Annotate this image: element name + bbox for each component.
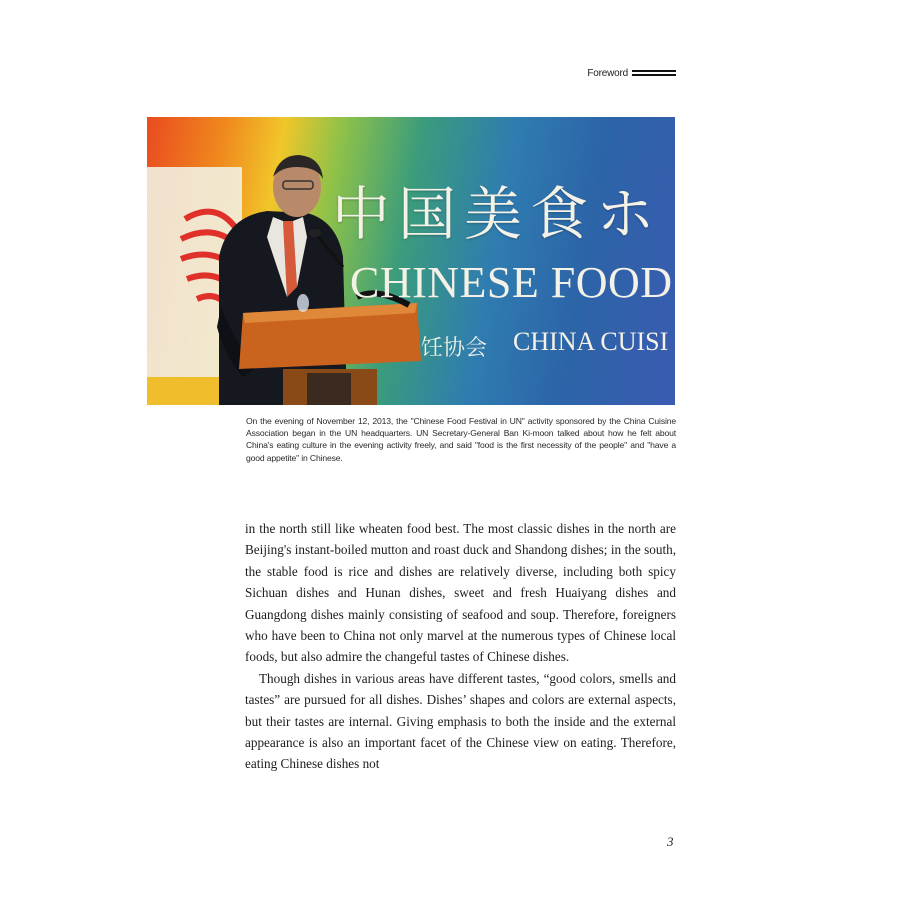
banner-sub-english: CHINA CUISI (513, 327, 669, 356)
page-number: 3 (667, 834, 674, 849)
banner-sub-chinese: 饪协会 (421, 336, 488, 361)
banner-chinese-title: 中国美食ホ (332, 180, 663, 248)
body-text (245, 518, 676, 775)
paragraph: in the north still like wheaten food best. The most classic dishes in the north are Beijing's instant-boiled mutton and roast duck and Shandong dishes; in the south, the stable food is rice and dishes are relatively diverse, including both spicy Sichuan dishes and Hunan dishes, sweet and fresh Huaiyang dishes and Guangdong dishes mainly consisting of seafood and soup. Therefore, foreigners who have been to China not only marvel at the numerous types of Chinese local foods, but also admire the changeful tastes of Chinese dishes. (245, 521, 676, 665)
event-photo (147, 117, 675, 405)
paragraph: Though dishes in various areas have different tastes, “good colors, smells and tastes” are pursued for all dishes. Dishes’ shapes and colors are external aspects, but their tastes are internal. Giving emphasis to both the inside and the external appearance is also an important facet of the Chinese view on eating. Therefore, eating Chinese dishes not (245, 670, 676, 772)
header-rule (632, 70, 676, 78)
photo-caption: On the evening of November 12, 2013, the "Chinese Food Festival in UN" activity sponsored by the China Cuisine Association began in the UN headquarters. UN Secretary-General Ban Ki-moon talked about how he felt about China's eating culture in the evening activity freely, and said "food is the first necessity of the people" and "have a good appetite" in Chinese. (246, 416, 676, 463)
running-header (560, 66, 676, 82)
section-label: Foreword (587, 68, 628, 79)
banner-english-title: CHINESE FOOD (350, 258, 673, 307)
